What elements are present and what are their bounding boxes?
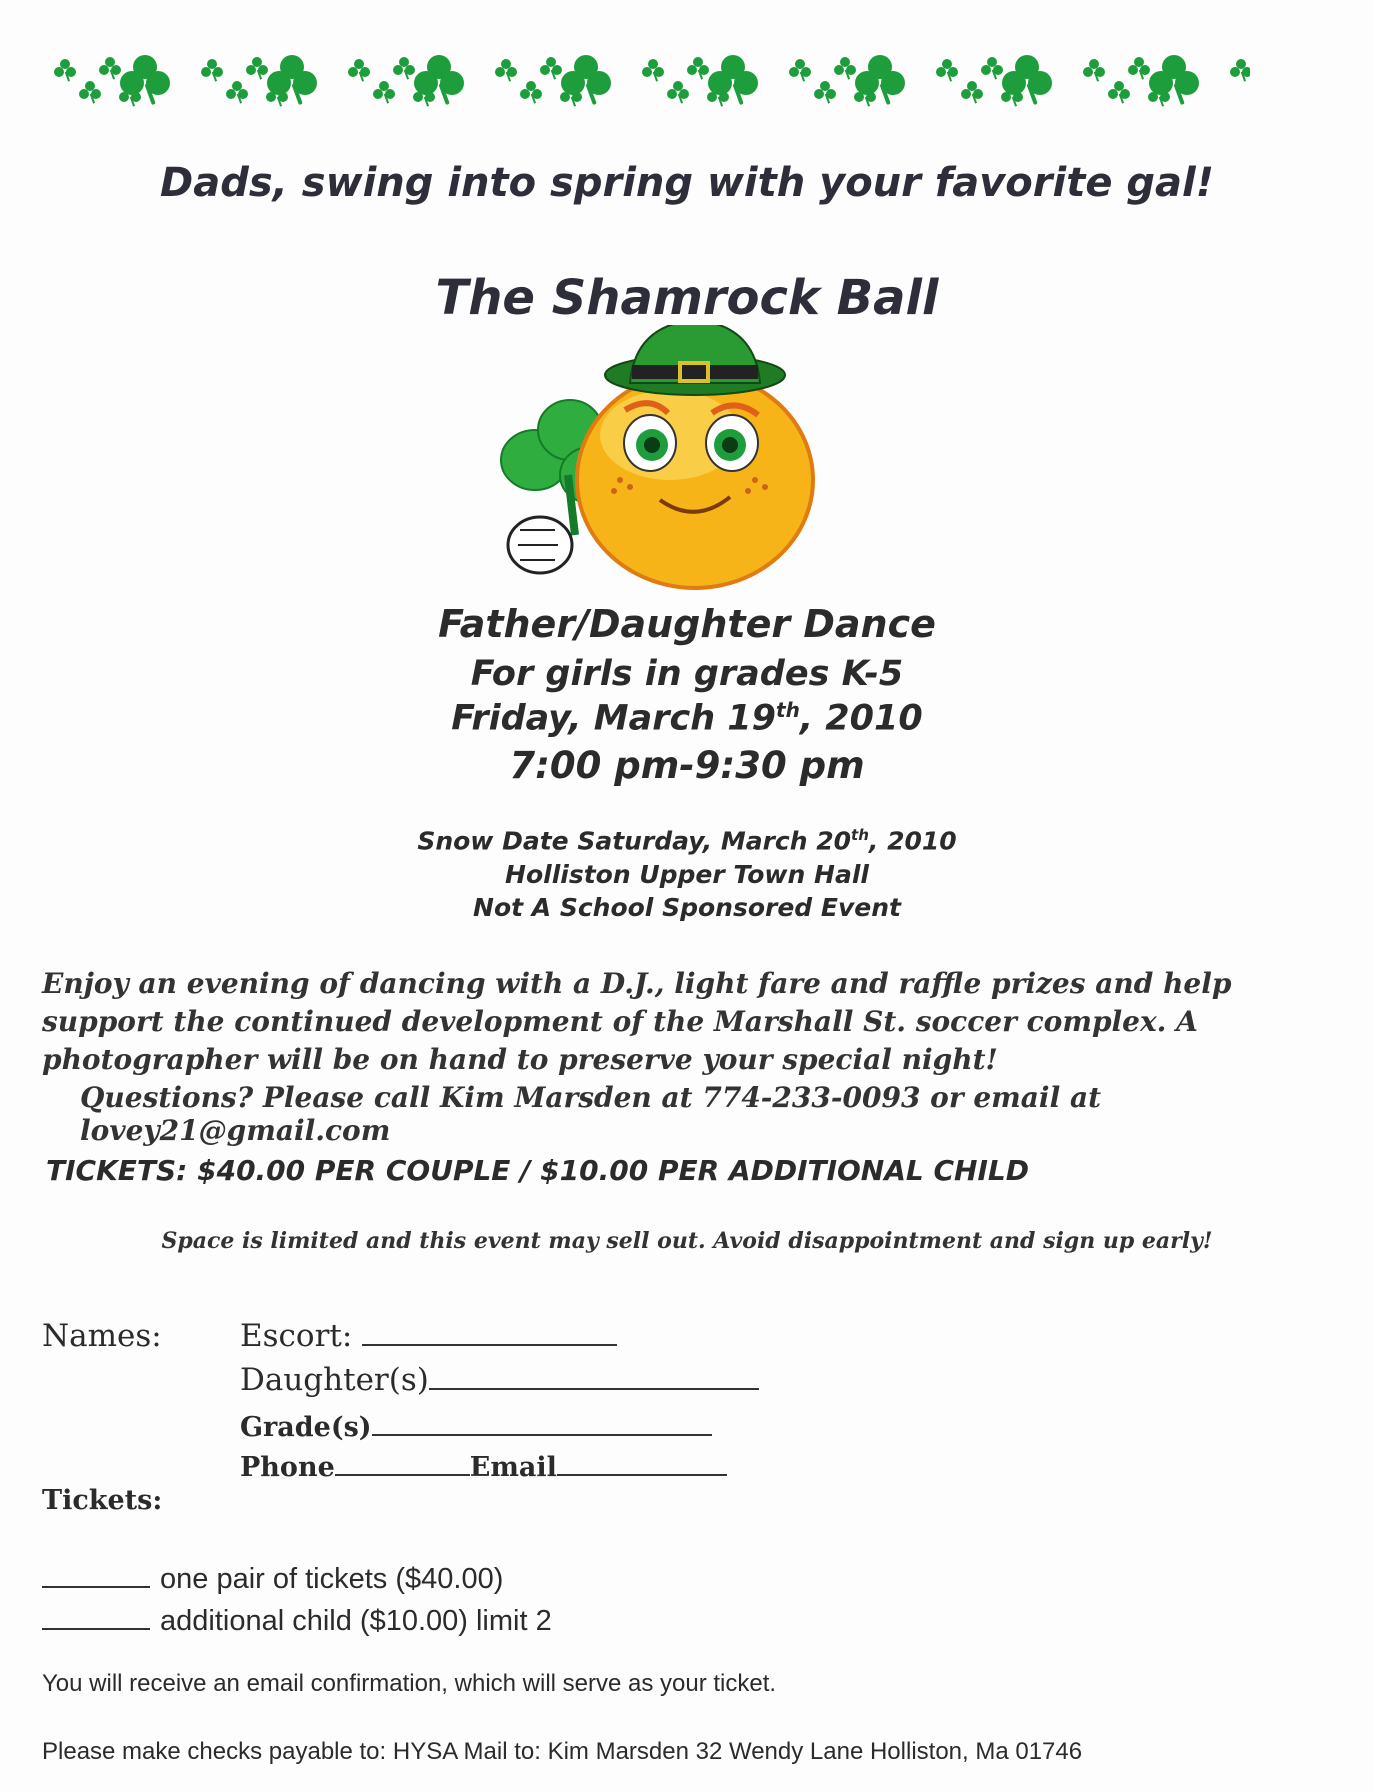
payment-instructions: Please make checks payable to: HYSA Mail to: Kim Marsden 32 Wendy Lane Holliston, Ma 01746	[42, 1738, 1083, 1765]
child-tickets-field[interactable]	[42, 1602, 150, 1630]
shamrock-small-icon	[936, 59, 958, 82]
daughter-label: Daughter(s)	[240, 1362, 429, 1398]
names-label: Names:	[42, 1318, 162, 1354]
shamrock-border	[30, 40, 1250, 120]
shamrock-small-icon	[79, 81, 101, 104]
shamrock-small-icon	[1083, 59, 1105, 82]
escort-field[interactable]	[362, 1318, 617, 1346]
email-label: Email	[469, 1452, 557, 1483]
event-date	[0, 698, 1374, 739]
phone-field[interactable]	[335, 1448, 470, 1476]
event-date-text: Friday, March 19	[451, 698, 777, 739]
email-field[interactable]	[557, 1448, 727, 1476]
child-tickets-label: additional child ($10.00) limit 2	[160, 1605, 552, 1637]
shamrock-small-icon	[1128, 57, 1150, 80]
event-title: The Shamrock Ball	[435, 270, 939, 326]
shamrock-small-icon	[99, 57, 121, 80]
event-name: Father/Daughter Dance	[438, 602, 936, 646]
event-date-sup: th	[776, 698, 800, 722]
pair-tickets-label: one pair of tickets ($40.00)	[160, 1563, 504, 1595]
grade-row	[240, 1408, 712, 1443]
event-time: 7:00 pm-9:30 pm	[509, 744, 865, 787]
phone-email-row	[240, 1448, 727, 1483]
daughter-row	[240, 1362, 759, 1398]
shamrock-small-icon	[1230, 59, 1250, 82]
shamrock-small-icon	[226, 81, 248, 104]
shamrock-small-icon	[246, 57, 268, 80]
shamrock-small-icon	[201, 59, 223, 82]
shamrock-small-icon	[520, 81, 542, 104]
event-grades: For girls in grades K-5	[470, 654, 904, 694]
event-description: Enjoy an evening of dancing with a D.J., light fare and raffle prizes and help support the continued development of the Marshall St. soccer complex. A photographer will be on hand to preserve your special night!	[42, 967, 1232, 1076]
shamrock-small-icon	[961, 81, 983, 104]
grade-field[interactable]	[372, 1408, 712, 1436]
shamrock-small-icon	[393, 57, 415, 80]
shamrock-small-icon	[814, 81, 836, 104]
shamrock-small-icon	[642, 59, 664, 82]
tickets-label: Tickets:	[42, 1485, 163, 1516]
pair-tickets-row	[42, 1560, 503, 1596]
phone-label: Phone	[240, 1452, 335, 1483]
event-note: Not A School Sponsored Event	[473, 893, 901, 922]
snow-date-year: , 2010	[868, 826, 957, 856]
shamrock-small-icon	[687, 57, 709, 80]
child-tickets-row	[42, 1602, 552, 1638]
shamrock-small-icon	[373, 81, 395, 104]
questions-contact: Questions? Please call Kim Marsden at 774-233-0093 or email at lovey21@gmail.com	[80, 1081, 1102, 1147]
shamrock-small-icon	[540, 57, 562, 80]
shamrock-small-icon	[834, 57, 856, 80]
snow-date-text: Snow Date Saturday, March 20	[417, 826, 852, 856]
confirmation-note: You will receive an email confirmation, which will serve as your ticket.	[42, 1670, 777, 1697]
pair-tickets-field[interactable]	[42, 1560, 150, 1588]
tagline: Dads, swing into spring with your favorite gal!	[160, 160, 1214, 206]
shamrock-small-icon	[54, 59, 76, 82]
shamrock-small-icon	[667, 81, 689, 104]
grade-label: Grade(s)	[240, 1412, 372, 1443]
escort-row	[240, 1318, 617, 1354]
shamrock-small-icon	[1108, 81, 1130, 104]
shamrock-small-icon	[981, 57, 1003, 80]
space-limited-notice: Space is limited and this event may sell out. Avoid disappointment and sign up early!	[161, 1228, 1213, 1254]
shamrock-small-icon	[789, 59, 811, 82]
escort-label: Escort:	[240, 1318, 353, 1354]
shamrock-small-icon	[348, 59, 370, 82]
daughter-field[interactable]	[429, 1362, 759, 1390]
event-date-year: , 2010	[799, 698, 923, 739]
ticket-prices: TICKETS: $40.00 PER COUPLE / $10.00 PER ADDITIONAL CHILD	[46, 1154, 1029, 1187]
shamrock-small-icon	[495, 59, 517, 82]
snow-date	[0, 826, 1374, 855]
event-location: Holliston Upper Town Hall	[505, 860, 869, 889]
snow-date-sup: th	[851, 826, 869, 844]
leprechaun-smiley-icon	[480, 325, 880, 625]
